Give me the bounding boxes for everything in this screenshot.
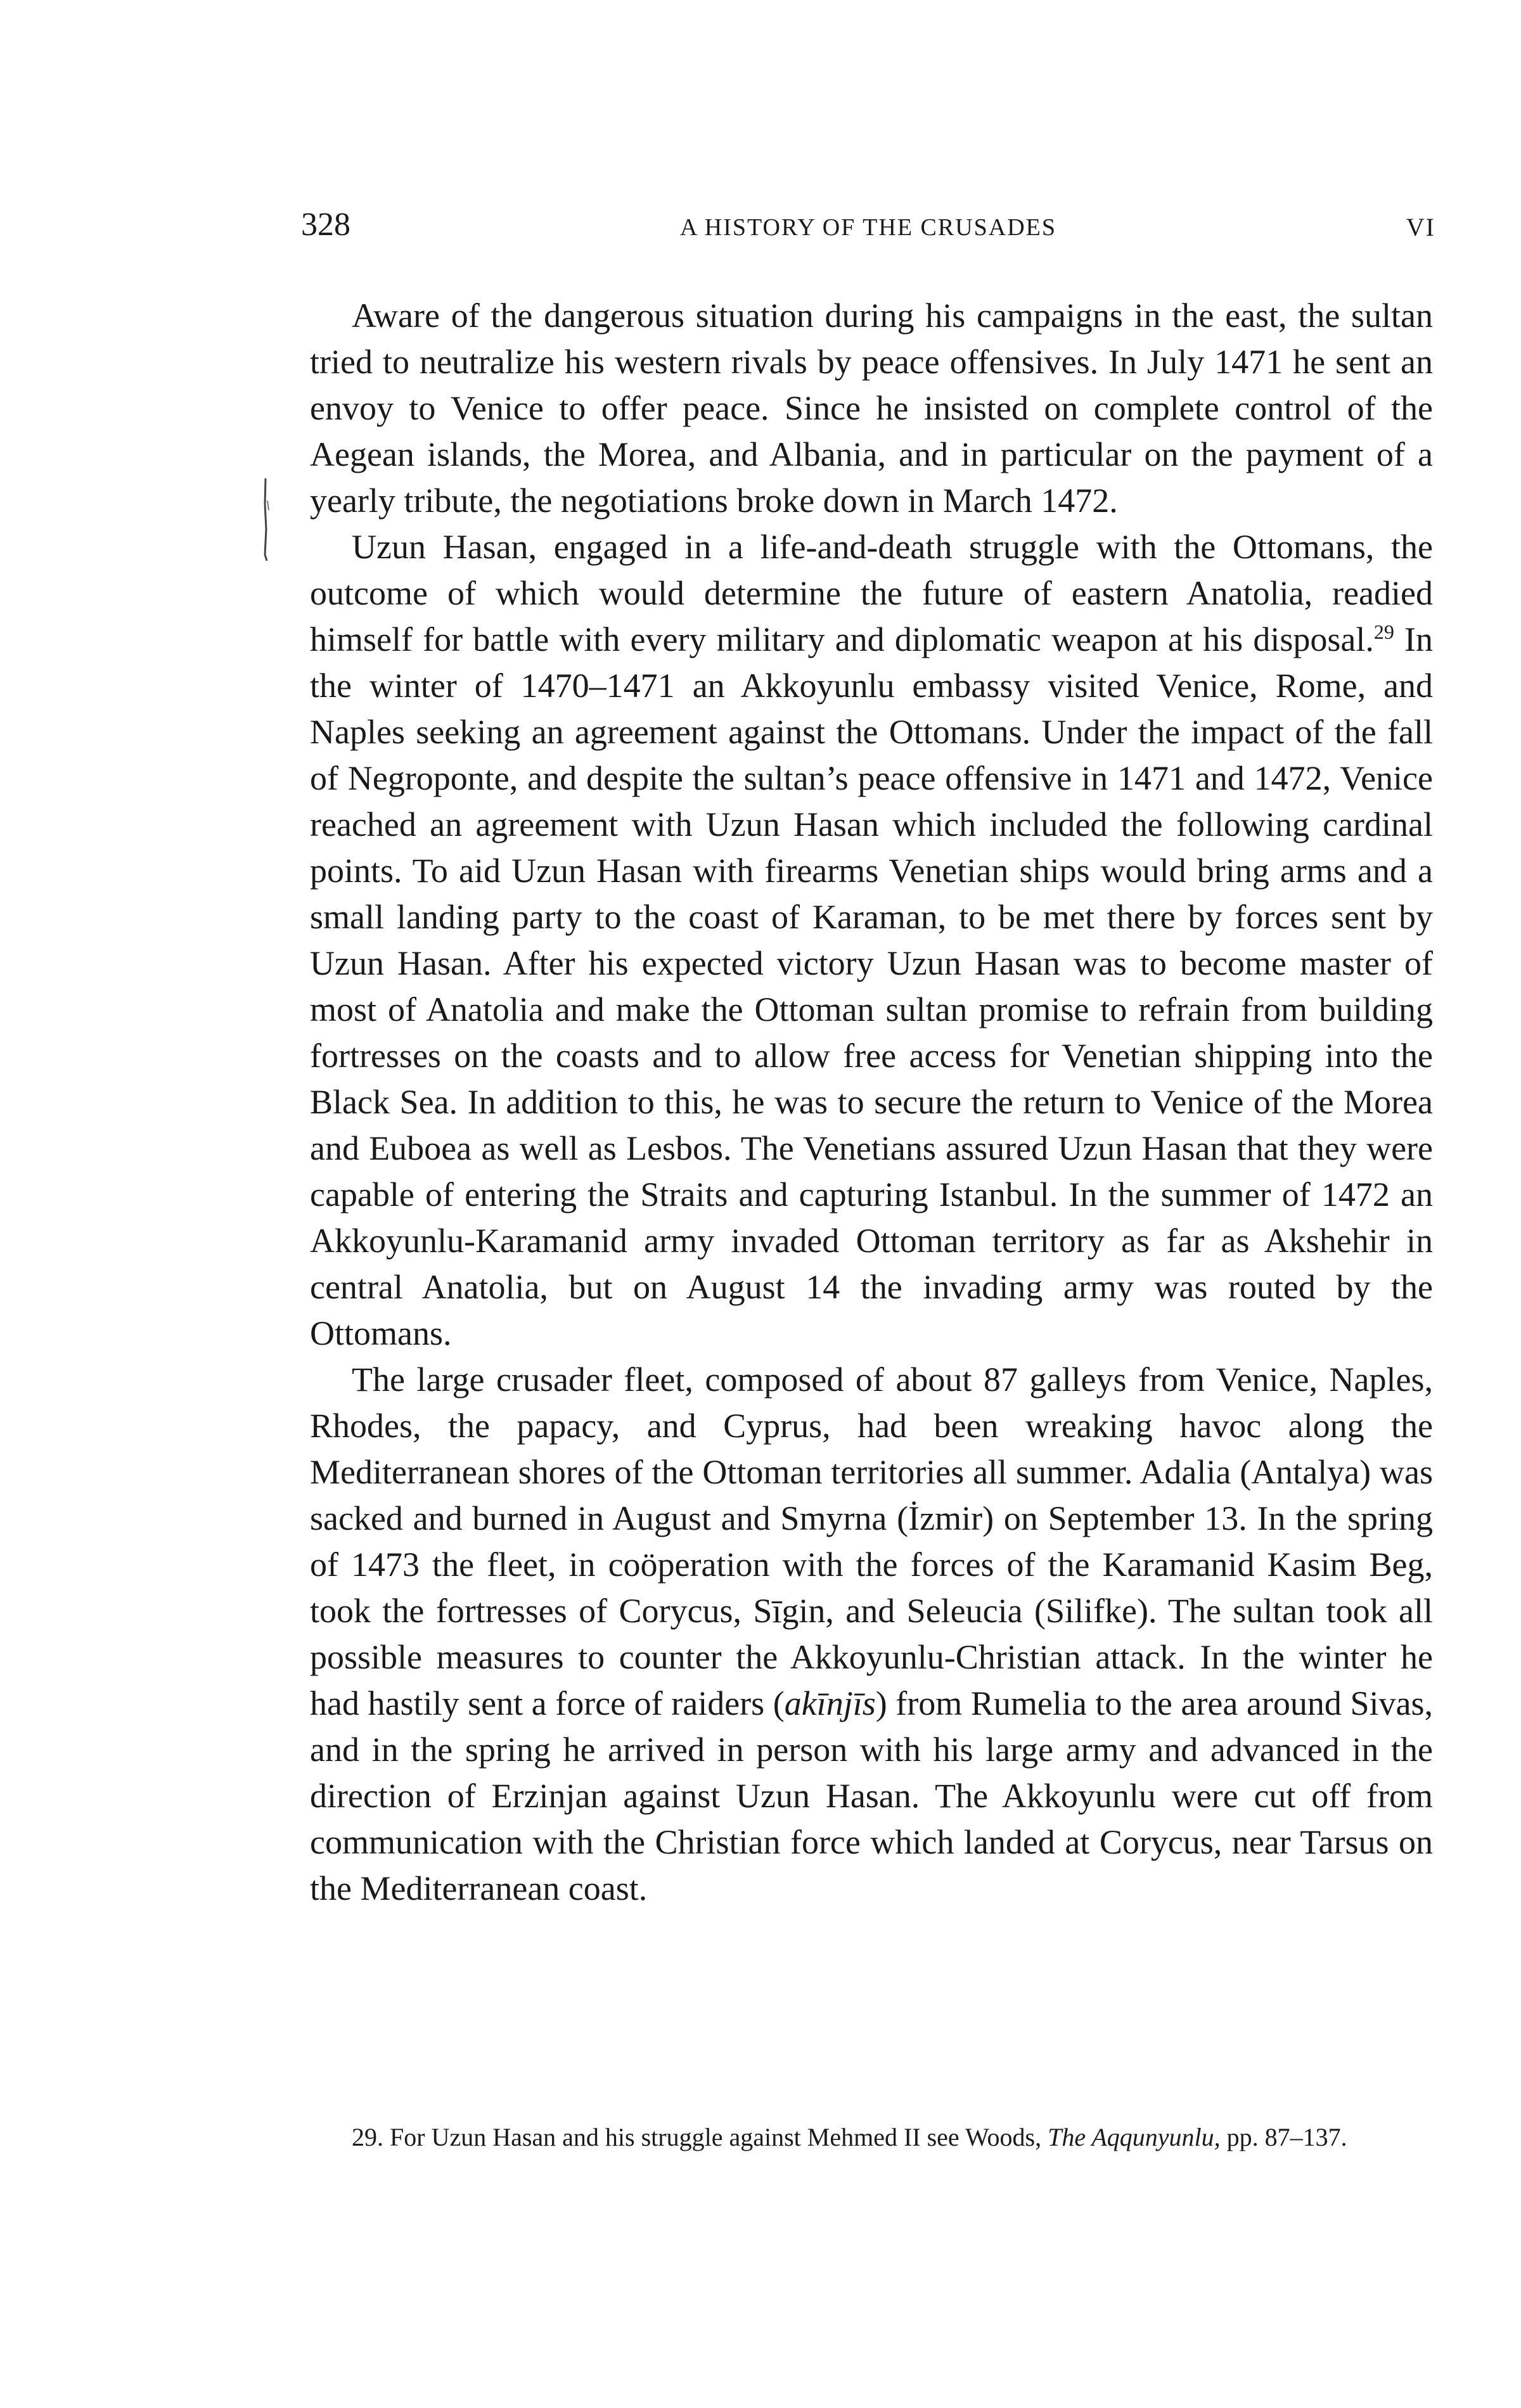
paragraph-3	[310, 1357, 1433, 1912]
italic-term: akīnjīs	[784, 1684, 876, 1722]
paragraph-2-text-b: In the winter of 1470–1471 an Akkoyunlu embassy visited Venice, Rome, and Naples seeking an agreement against the Ottomans. Under the impact of the fall of Negroponte, and despite the sultan’s peace offensive in 1471 and 1472, Venice reached an agreement with Uzun Hasan which included the following cardinal points. To aid Uzun Hasan with firearms Venetian ships would bring arms and a small landing party to the coast of Karaman, to be met there by forces sent by Uzun Hasan. After his expected victory Uzun Hasan was to become master of most of Anatolia and make the Ottoman sultan promise to refrain from building fortresses on the coasts and to allow free access for Venetian shipping into the Black Sea. In addition to this, he was to secure the return to Venice of the Morea and Euboea as well as Lesbos. The Venetians assured Uzun Hasan that they were capable of entering the Straits and capturing Istanbul. In the summer of 1472 an Akkoyunlu-Karamanid army invaded Ottoman territory as far as Akshehir in central Anatolia, but on August 14 the invading army was routed by the Ottomans.	[310, 620, 1433, 1352]
paragraph-1-text: Aware of the dangerous situation during his campaigns in the east, the sultan tried to neutralize his western rivals by peace offensives. In July 1471 he sent an envoy to Venice to offer peace. Since he insisted on complete control of the Aegean islands, the Morea, and Albania, and in particular on the payment of a yearly tribute, the negotiations broke down in March 1472.	[310, 297, 1433, 520]
paragraph-3-text-a: The large crusader fleet, composed of about 87 galleys from Venice, Naples, Rhodes, the papacy, and Cyprus, had been wreaking havoc along the Mediterranean shores of the Ottoman territories all summer. Adalia (Antalya) was sacked and burned in August and Smyrna (İzmir) on September 13. In the spring of 1473 the fleet, in coöperation with the forces of the Karamanid Kasim Beg, took the fortresses of Corycus, Sīgin, and Seleucia (Silifke). The sultan took all possible measures to counter the Akkoyunlu-Christian attack. In the winter he had hastily sent a force of raiders (	[310, 1361, 1433, 1722]
paragraph-2-text-a: Uzun Hasan, engaged in a life-and-death struggle with the Ottomans, the outcome of which would determine the future of eastern Anatolia, readied himself for battle with every military and diplomatic weapon at his disposal.	[310, 528, 1433, 658]
page-number: 328	[301, 207, 350, 243]
footnote-text-b: pp. 87–137.	[1220, 2123, 1347, 2151]
body-text	[310, 293, 1433, 1912]
page-header	[301, 206, 1435, 244]
paragraph-1	[310, 293, 1433, 524]
running-title: A HISTORY OF THE CRUSADES	[679, 214, 1057, 241]
chapter-number: VI	[1406, 213, 1435, 241]
footnote-book-title: The Aqqunyunlu,	[1048, 2123, 1221, 2151]
paragraph-3-text-b: ) from Rumelia to the area around Sivas, and in the spring he arrived in person with his large army and advanced in the direction of Erzinjan against Uzun Hasan. The Akkoyunlu were cut off from communication with the Christian force which landed at Corycus, near Tarsus on the Mediterranean coast.	[310, 1684, 1433, 1907]
paragraph-2	[310, 524, 1433, 1357]
footnote-text-a: For Uzun Hasan and his struggle against Mehmed II see Woods,	[383, 2123, 1048, 2151]
footnote-29	[310, 2120, 1433, 2155]
footnotes	[310, 2120, 1433, 2155]
footnote-number: 29.	[352, 2123, 383, 2151]
footnote-reference[interactable]: 29	[1373, 620, 1394, 643]
margin-pencil-mark	[261, 478, 270, 561]
